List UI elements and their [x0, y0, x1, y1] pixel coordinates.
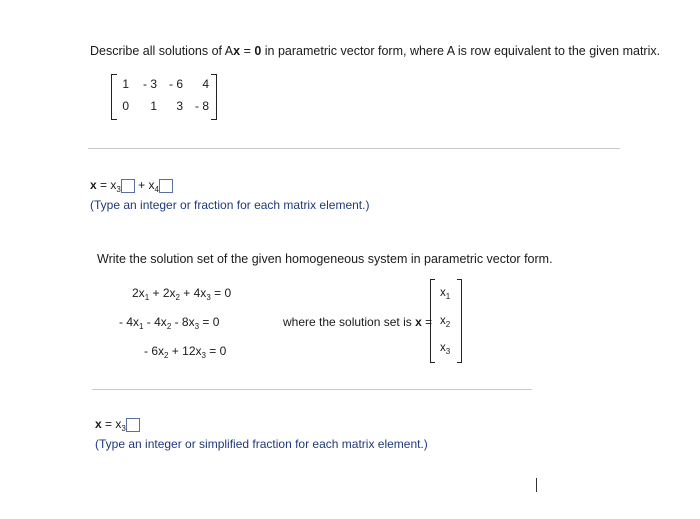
matrix-bracket-right — [211, 74, 217, 120]
matrix-cell: 0 — [122, 99, 129, 113]
answer-input-box-x3[interactable] — [126, 418, 140, 432]
prompt-zero: 0 — [254, 44, 262, 58]
answer-var-sub: 3 — [116, 185, 121, 194]
answer-var-sub: 4 — [154, 185, 159, 194]
matrix-cell: 1 — [122, 77, 129, 91]
problem2-prompt: Write the solution set of the given homogeneous system in parametric vector form. — [97, 252, 553, 266]
matrix-cell: 4 — [202, 77, 209, 91]
solution-set-label: where the solution set is x = — [283, 315, 433, 329]
matrix-cell: - 6 — [168, 77, 183, 91]
answer-input-box-x3[interactable] — [121, 179, 135, 193]
answer-var: x — [115, 417, 122, 431]
matrix-cell: 1 — [150, 99, 157, 113]
problem2-hint: (Type an integer or simplified fraction for each matrix element.) — [95, 437, 428, 451]
answer-x: x — [90, 178, 97, 192]
matrix-bracket-left — [111, 74, 117, 120]
prompt-text: Describe all solutions of A — [90, 44, 234, 58]
problem1-prompt — [90, 44, 660, 58]
vector-entry: $x_3$ — [440, 342, 451, 356]
vector-entry: $x_1$ — [440, 287, 451, 301]
problem1-hint: (Type an integer or fraction for each matrix element.) — [90, 198, 370, 212]
answer-eq: = — [101, 417, 116, 431]
answer-var-sub: 3 — [121, 424, 126, 433]
answer-eq: = — [96, 178, 111, 192]
answer-var: x — [110, 178, 117, 192]
prompt-x: x — [233, 44, 241, 58]
text-cursor — [536, 478, 537, 492]
vector-entry: $x_2$ — [440, 315, 451, 329]
divider — [88, 148, 620, 149]
prompt-text-post: in parametric vector form, where A is row equivalent to the given matrix. — [261, 44, 661, 58]
matrix-cell: - 8 — [194, 99, 209, 113]
vector-bracket-right — [457, 279, 462, 363]
answer-var: x — [148, 178, 155, 192]
solution-vector — [430, 279, 462, 363]
matrix-cell: 3 — [176, 99, 183, 113]
vector-bracket-left — [430, 279, 435, 363]
answer-x: x — [95, 417, 102, 431]
prompt-eq: = — [240, 44, 255, 58]
matrix-cell: - 3 — [142, 77, 157, 91]
equation-2: - $4x_1 - 4x_2 - 8x_3 = 0$ — [119, 315, 220, 331]
equation-3: - $6x_2 + 12x_3 = 0$ — [144, 344, 227, 360]
problem2-answer — [95, 417, 140, 433]
answer-input-box-x4[interactable] — [159, 179, 173, 193]
equation-1: $2x_1 + 2x_2 + 4x_3 = 0$ — [132, 286, 232, 302]
answer-plus: + — [134, 178, 149, 192]
problem1-matrix — [111, 74, 217, 120]
divider — [92, 389, 532, 390]
problem1-answer — [90, 178, 173, 194]
